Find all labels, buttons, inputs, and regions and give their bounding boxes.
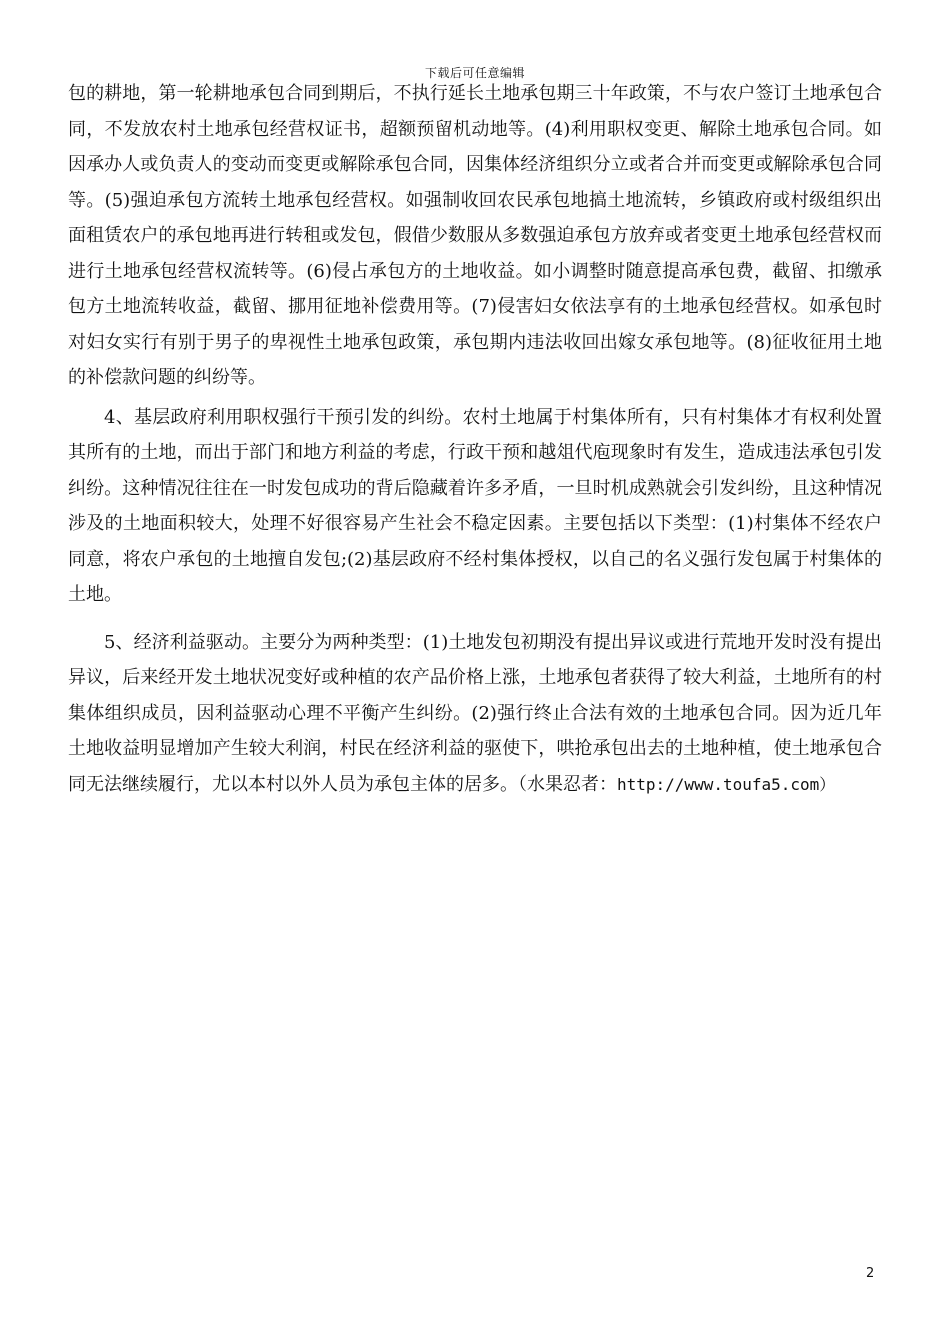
page-number: 2 (866, 1266, 875, 1281)
document-body (68, 76, 882, 802)
paragraph-4: 4、基层政府利用职权强行干预引发的纠纷。农村土地属于村集体所有，只有村集体才有权利处置其所有的土地，而出于部门和地方利益的考虑，行政干预和越俎代庖现象时有发生，造成违法承包引发纠纷。这种情况往往在一时发包成功的背后隐藏着许多矛盾，一旦时机成熟就会引发纠纷，且这种情况涉及的土地面积较大，处理不好很容易产生社会不稳定因素。主要包括以下类型：(1)村集体不经农户同意，将农户承包的土地擅自发包;(2)基层政府不经村集体授权，以自己的名义强行发包属于村集体的土地。 (68, 406, 882, 605)
paragraph-5-text: 5、经济利益驱动。主要分为两种类型：(1)土地发包初期没有提出异议或进行荒地开发时没有提出异议，后来经开发土地状况变好或种植的农产品价格上涨，土地承包者获得了较大利益，土地所有的村集体组织成员，因利益驱动心理不平衡产生纠纷。(2)强行终止合法有效的土地承包合同。因为近几年土地收益明显增加产生较大利润，村民在经济利益的驱使下，哄抢承包出去的土地种植，使土地承包合同无法继续履行，尤以本村以外人员为承包主体的居多。（水果忍者： (68, 631, 882, 795)
paragraph-continued: 包的耕地，第一轮耕地承包合同到期后，不执行延长土地承包期三十年政策，不与农户签订土地承包合同，不发放农村土地承包经营权证书，超额预留机动地等。(4)利用职权变更、解除土地承包合同。如因承办人或负责人的变动而变更或解除承包合同，因集体经济组织分立或者合并而变更或解除承包合同等。(5)强迫承包方流转土地承包经营权。如强制收回农民承包地搞土地流转，乡镇政府或村级组织出面租赁农户的承包地再进行转租或发包，假借少数服从多数强迫承包方放弃或者变更土地承包经营权而进行土地承包经营权流转等。(6)侵占承包方的土地收益。如小调整时随意提高承包费，截留、扣缴承包方土地流转收益，截留、挪用征地补偿费用等。(7)侵害妇女依法享有的土地承包经营权。如承包时对妇女实行有别于男子的卑视性土地承包政策，承包期内违法收回出嫁女承包地等。(8)征收征用土地的补偿款问题的纠纷等。 (68, 83, 882, 388)
page-header: 下载后可任意编辑 (424, 66, 525, 80)
source-link[interactable]: http://www.toufa5.com） (617, 774, 836, 794)
paragraph-5 (68, 625, 882, 803)
